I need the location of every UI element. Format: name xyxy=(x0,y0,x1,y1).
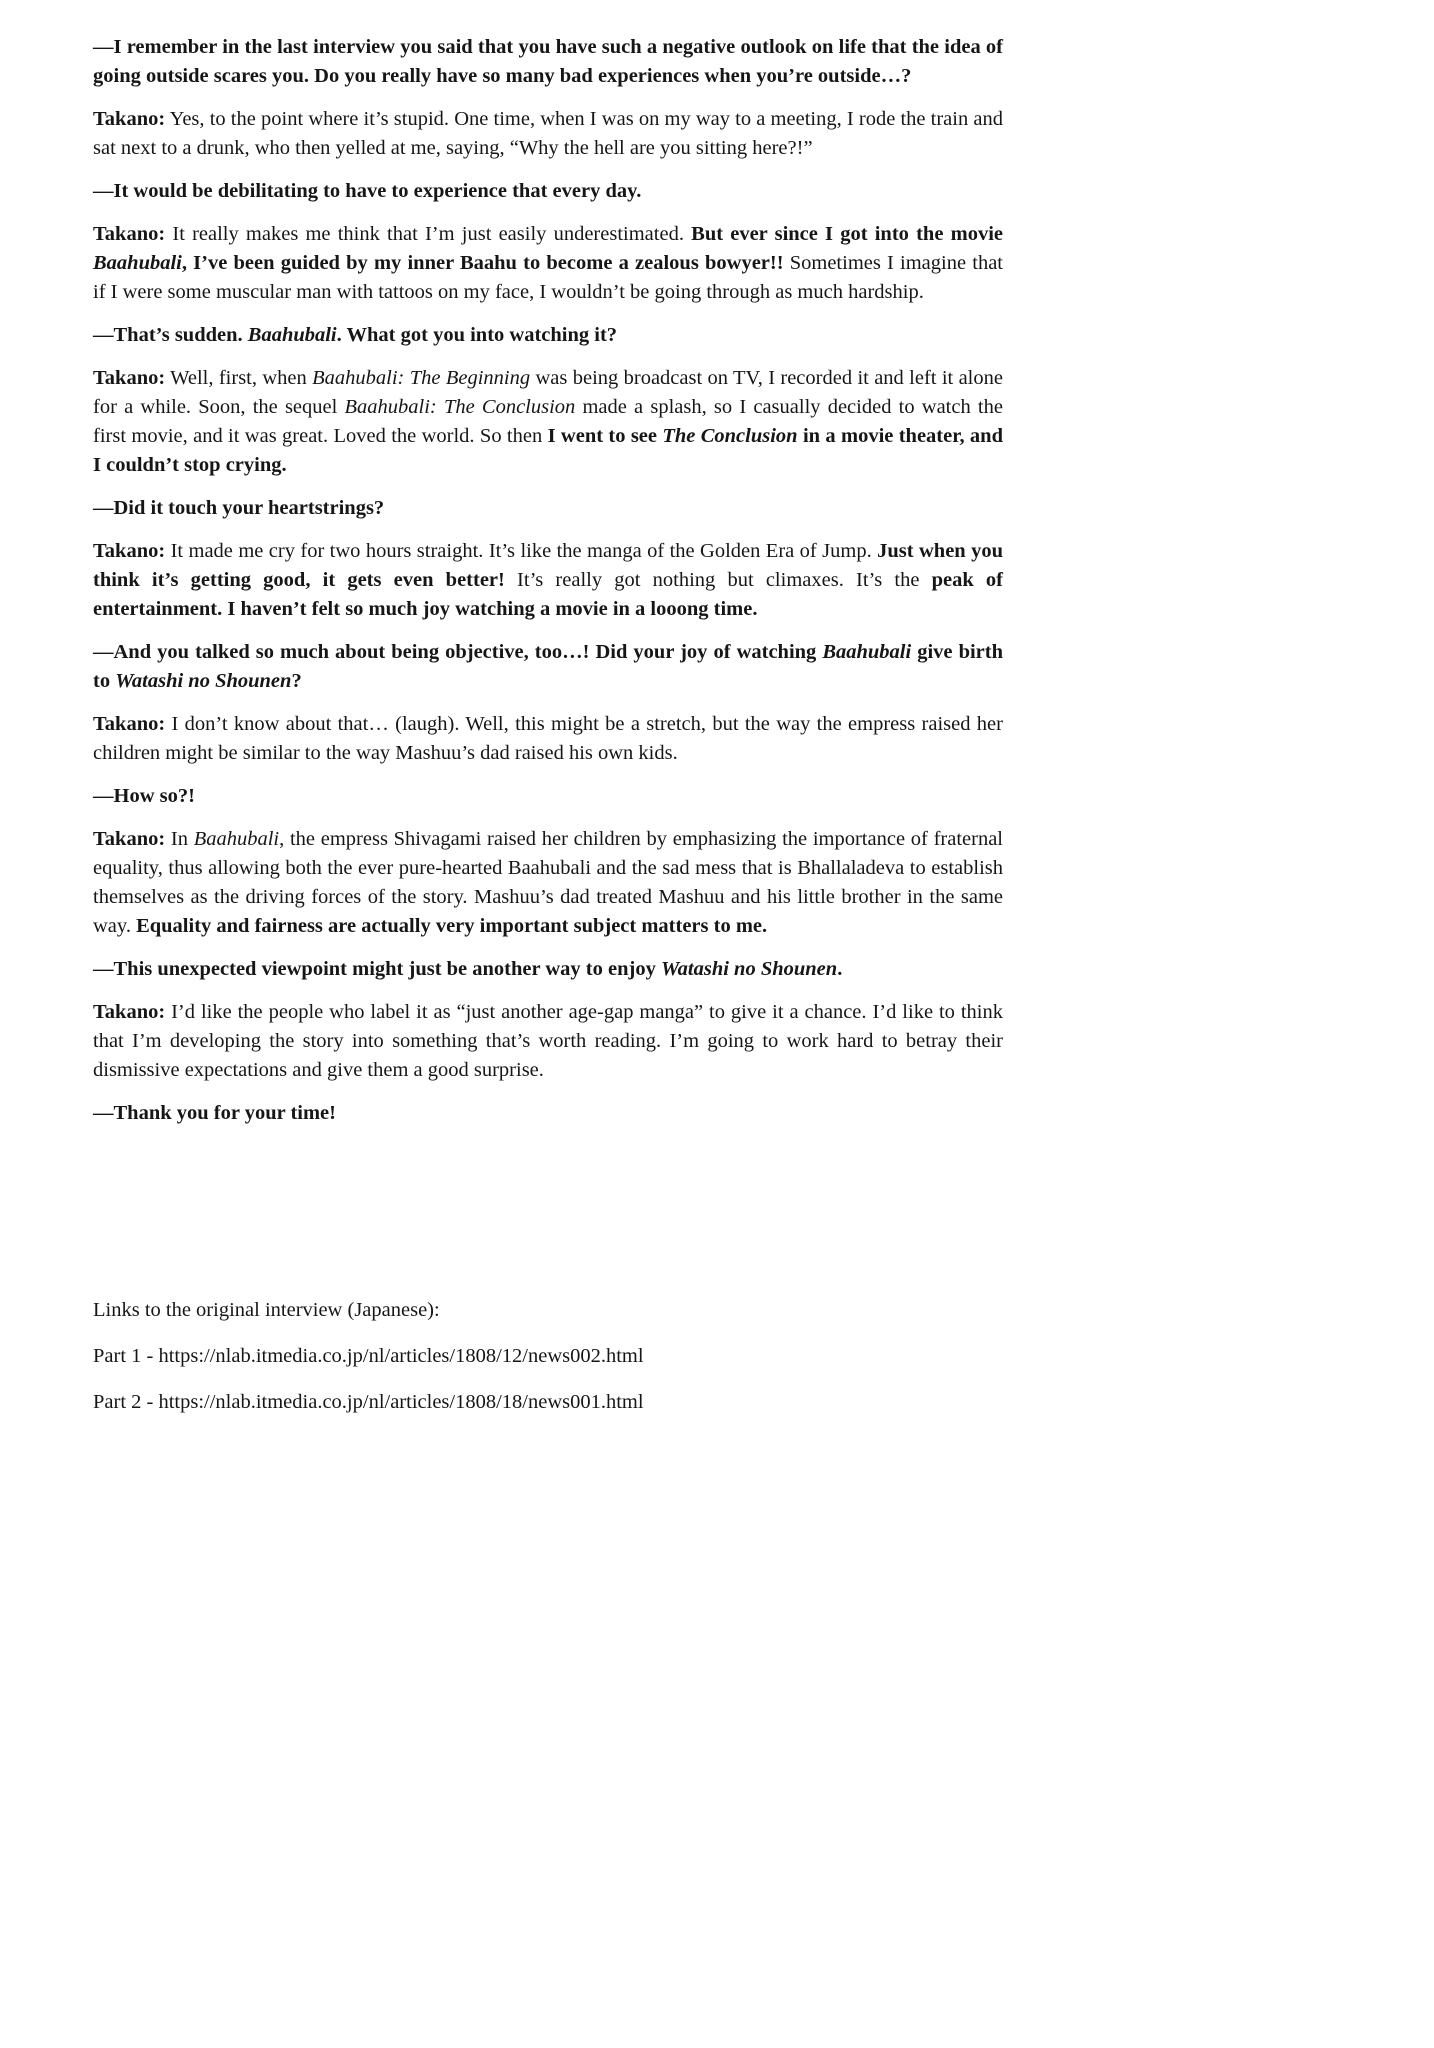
interviewer-question xyxy=(93,494,1003,523)
text-segment: Takano: xyxy=(93,223,166,245)
text-segment: . What got you into watching it? xyxy=(336,324,618,346)
text-segment: —Thank you for your time! xyxy=(93,1102,336,1124)
text-segment: —That’s sudden. xyxy=(93,324,248,346)
interviewee-answer xyxy=(93,537,1003,624)
text-segment: Baahubali xyxy=(193,828,280,850)
text-segment: Watashi no Shounen xyxy=(115,670,292,692)
interviewer-question xyxy=(93,638,1003,696)
text-segment: ? xyxy=(291,670,302,692)
text-segment: —This unexpected viewpoint might just be another way to enjoy xyxy=(93,958,661,980)
interviewer-question xyxy=(93,1099,1003,1128)
text-segment: Just when you think it’s getting good, it gets even better! xyxy=(93,540,1004,591)
text-segment: Takano: xyxy=(93,540,166,562)
interviewer-question xyxy=(93,321,1003,350)
text-segment: Takano: xyxy=(93,367,166,389)
text-segment: —How so?! xyxy=(93,785,195,807)
text-segment: I went to see xyxy=(547,425,663,447)
text-segment: Well, first, when xyxy=(165,367,313,389)
text-segment: —And you talked so much about being objective, too…! Did your joy of watching xyxy=(93,641,823,663)
text-segment: Baahubali xyxy=(822,641,912,663)
text-segment: , I’ve been guided by my inner Baahu to become a zealous bowyer!! xyxy=(181,252,784,274)
interviewee-answer xyxy=(93,220,1003,307)
interviewee-answer xyxy=(93,825,1003,941)
text-segment: —Did it touch your heartstrings? xyxy=(93,497,385,519)
text-segment: It made me cry for two hours straight. It’s like the manga of the Golden Era of Jump. xyxy=(165,540,878,562)
interviewer-question xyxy=(93,955,1003,984)
text-segment: —It would be debilitating to have to experience that every day. xyxy=(93,180,642,202)
text-segment: Watashi no Shounen xyxy=(660,958,838,980)
text-segment: Equality and fairness are actually very important subject matters to me. xyxy=(136,915,768,937)
text-segment: was being broadcast on TV, I recorded it and left it alone for a while. Soon, the sequel xyxy=(93,367,1003,418)
text-segment: I don’t know about that… (laugh). Well, this might be a stretch, but the way the empress raised her children might be similar to the way Mashuu’s dad raised his own kids. xyxy=(93,713,1003,764)
text-segment: Sometimes I imagine that if I were some muscular man with tattoos on my face, I wouldn’t be going through as much hardship. xyxy=(93,252,1003,303)
text-segment: The Conclusion xyxy=(662,425,798,447)
text-segment: Baahubali: The Beginning xyxy=(312,367,531,389)
interviewer-question xyxy=(93,177,1003,206)
links-heading: Links to the original interview (Japanese): xyxy=(93,1299,440,1321)
text-segment: It really makes me think that I’m just easily underestimated. xyxy=(165,223,692,245)
text-segment: Takano: xyxy=(93,828,166,850)
text-segment: Baahubali: The Conclusion xyxy=(344,396,576,418)
text-segment: —I remember in the last interview you said that you have such a negative outlook on life that the idea of going outside scares you. Do you really have so many bad experiences when you’re outside…? xyxy=(93,36,1003,87)
text-segment: in a movie theater, and I couldn’t stop crying. xyxy=(93,425,1003,476)
text-segment: In xyxy=(165,828,194,850)
text-segment: give birth to xyxy=(93,641,1003,692)
text-segment: Baahubali xyxy=(247,324,337,346)
text-segment: Takano: xyxy=(93,108,166,130)
link-part-1: Part 1 - https://nlab.itmedia.co.jp/nl/articles/1808/12/news002.html xyxy=(93,1345,644,1367)
text-segment: . xyxy=(837,958,843,980)
interview-transcript xyxy=(93,33,1003,1128)
interviewee-answer xyxy=(93,364,1003,480)
text-segment: Baahubali xyxy=(93,252,182,274)
footer-links-section xyxy=(93,1296,1003,1417)
text-segment: made a splash, so I casually decided to watch the first movie, and it was great. Loved the world. So then xyxy=(93,396,1003,447)
link-part-2: Part 2 - https://nlab.itmedia.co.jp/nl/articles/1808/18/news001.html xyxy=(93,1391,644,1413)
interviewee-answer xyxy=(93,998,1003,1085)
text-segment: It’s really got nothing but climaxes. It’s the xyxy=(504,569,932,591)
text-segment: But ever since I got into the movie xyxy=(691,223,1003,245)
text-segment: Takano: xyxy=(93,713,166,735)
interviewer-question xyxy=(93,782,1003,811)
text-segment: Takano: xyxy=(93,1001,166,1023)
text-segment: Yes, to the point where it’s stupid. One time, when I was on my way to a meeting, I rode the train and sat next to a drunk, who then yelled at me, saying, “Why the hell are you sitting here?!” xyxy=(93,108,1003,159)
text-segment: I’d like the people who label it as “just another age-gap manga” to give it a chance. I’d like to think that I’m developing the story into something that’s worth reading. I’m going to work hard to betray their dismissive expectations and give them a good surprise. xyxy=(93,1001,1003,1081)
interviewer-question xyxy=(93,33,1003,91)
interviewee-answer xyxy=(93,105,1003,163)
text-segment: peak of entertainment. I haven’t felt so much joy watching a movie in a looong time. xyxy=(93,569,1003,620)
interviewee-answer xyxy=(93,710,1003,768)
text-segment: , the empress Shivagami raised her children by emphasizing the importance of fraternal equality, thus allowing both the ever pure-hearted Baahubali and the sad mess that is Bhallaladeva to establish themselves as the driving forces of the story. Mashuu’s dad treated Mashuu and his little brother in the same way. xyxy=(93,828,1003,937)
